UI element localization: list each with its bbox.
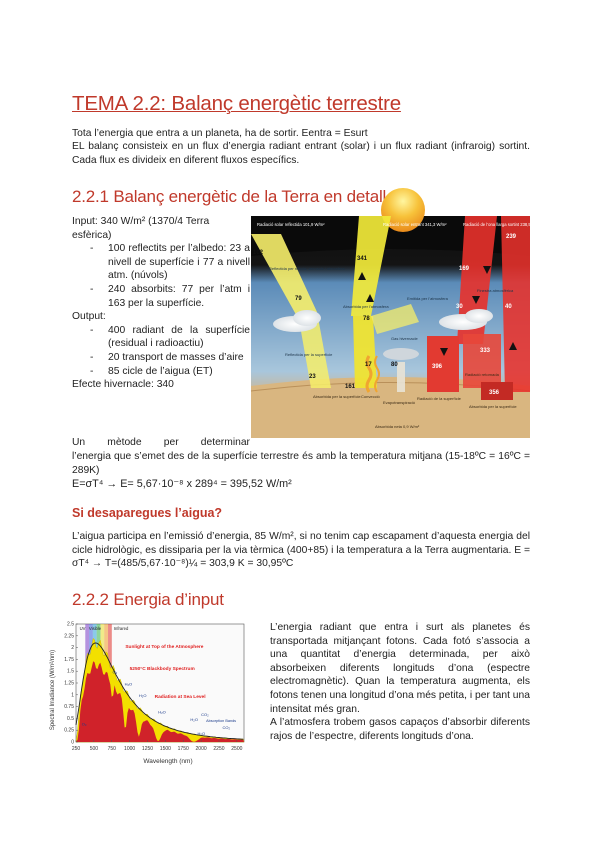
- absorption-bands-label: Absorption Bands: [206, 719, 237, 723]
- y-tick-label: 0.75: [64, 704, 74, 711]
- y-tick-label: 2.25: [64, 633, 74, 640]
- diagram-label: Absorbida neta 0,9 W/m²: [375, 424, 420, 429]
- output-item: - 85 cicle de l’aigua (ET): [72, 365, 250, 379]
- section-heading-balance: 2.2.1 Balanç energètic de la Terra en detall: [72, 187, 387, 206]
- sea-level-label: Radiation at Sea Level: [154, 695, 206, 700]
- y-tick-label: 1: [71, 692, 74, 699]
- water-paragraph: L’aigua participa en l’emissió d’energia, 85 W/m², si no tenim cap escapament d’aquesta energia del cicle hidrològic, es dissiparia per la via tèrmica (400+85) i la temperatura a la Terra augmentaria. E = σT⁴ → T=(485/5,67·10⁻⁸)¼ = 303,9 K = 30,95ºC: [72, 531, 530, 570]
- diagram-label: Reflectida per núvols, aerosols i atmosfera: [269, 266, 345, 271]
- spectrum-ylabel: Spectral Irradiance (W/m²/nm): [50, 649, 56, 731]
- molecule-label: H₂O: [190, 716, 198, 722]
- diagram-label: Absorbida per la superfície: [313, 394, 361, 399]
- y-tick-label: 1.5: [67, 668, 74, 675]
- input-output-list: [72, 215, 250, 392]
- diagram-value: 80: [391, 362, 398, 368]
- blackbody-label: 5250°C Blackbody Spectrum: [129, 667, 195, 672]
- y-tick-label: 2.5: [67, 621, 74, 628]
- diagram-value: 356: [489, 390, 500, 396]
- y-tick-label: 0.25: [64, 727, 74, 734]
- input-energy-text: [270, 621, 530, 743]
- diagram-value: 30: [456, 304, 463, 310]
- molecule-label: H₂O: [138, 693, 147, 699]
- molecule-label: O₂: [112, 669, 118, 675]
- input-paragraph-2: A l’atmosfera trobem gasos capaços d’absorbir diferents rajos de l’espectre, diferents longituds d’ona.: [270, 717, 530, 742]
- x-tick-label: 2000: [195, 746, 207, 752]
- page-title: TEMA 2.2: Balanç energètic terrestre: [72, 92, 401, 115]
- input-line: Input: 340 W/m² (1370/4 Terra esfèrica): [72, 216, 210, 241]
- diagram-value: 239: [506, 234, 517, 240]
- x-tick-label: 1000: [124, 746, 136, 752]
- diagram-label: Finestra atmosfèrica: [477, 288, 514, 293]
- diagram-label: Emitida per l’atmosfera: [407, 296, 448, 301]
- earth-energy-balance-diagram: [251, 216, 542, 438]
- intro-line-2: EL balanç consisteix en un flux d’energia radiant entrant (solar) i un flux radiant (infraroig) sortint. Cada flux es divideix en diferent fluxos específics.: [72, 141, 530, 166]
- section-heading-input: 2.2.2 Energia d’input: [72, 590, 224, 609]
- solar-spectrum-chart: [46, 620, 254, 766]
- diagram-value: 102: [253, 250, 264, 256]
- diagram-value: 40: [505, 304, 512, 310]
- input-paragraph-1: L’energia radiant que entra i surt als planetes és transportada mitjançant fotons. Cada fotó s’associa a una quantitat d’energia determinada, per això absorbeixen diferents longituds d’ona (espectre electromagnètic). Quan la temperatura augmenta, els fotons tenen una longitud d’ona més petita, i per tant una intensitat més gran.: [270, 622, 530, 715]
- x-tick-label: 250: [71, 746, 81, 752]
- y-tick-label: 1.25: [64, 680, 74, 687]
- x-tick-label: 1750: [177, 746, 189, 752]
- molecule-label: H₂O: [197, 730, 206, 736]
- y-tick-label: 1.75: [64, 656, 74, 663]
- y-tick-label: 0: [71, 739, 74, 746]
- molecule-label: H₂O: [158, 709, 166, 715]
- diagram-value: 396: [432, 364, 443, 370]
- spectrum-xlabel: Wavelength (nm): [143, 758, 193, 765]
- diagram-label: Convecció: [361, 394, 380, 399]
- diagram-value: 333: [480, 348, 491, 354]
- x-tick-label: 500: [89, 746, 99, 752]
- output-label: Output:: [72, 311, 106, 323]
- molecule-label: CO₂: [222, 724, 231, 730]
- visible-label: Visible: [88, 626, 102, 631]
- y-tick-label: 0.5: [67, 715, 74, 722]
- diagram-value: 78: [363, 316, 370, 322]
- input-item: - 100 reflectits per l’albedo: 23 a nivell de superfície i 77 a nivell atm. (núvols): [72, 242, 250, 283]
- input-item: - 240 absorbits: 77 per l’atm i 163 per la superfície.: [72, 283, 250, 310]
- output-item: - 400 radiant de la superfície (residual i radioactiu): [72, 324, 250, 351]
- diagram-label: Radiació solar reflectida 101,9 W/m²: [257, 222, 325, 227]
- uv-label: UV: [79, 626, 86, 631]
- diagram-label: Absorbida per l’atmosfera: [343, 304, 389, 309]
- x-tick-label: 750: [107, 746, 116, 752]
- diagram-label: Evapotranspiració: [383, 400, 416, 405]
- diagram-label: Radiació de la superfície: [417, 396, 461, 401]
- x-tick-label: 1250: [141, 746, 154, 752]
- molecule-label: CO₂: [201, 712, 209, 718]
- diagram-label: Gas hivernacle: [391, 336, 418, 341]
- method-line-a: Un mètode per determinar: [72, 437, 250, 448]
- method-line-b: l’energia que s’emet des de la superfície terrestre és amb la temperatura mitjana (15-18ºC = 16ºC = 289K): [72, 451, 530, 476]
- section-heading-water: Si desaparegues l’aigua?: [72, 506, 223, 520]
- spectrum-plot-area: [76, 624, 244, 742]
- top-atmosphere-label: Sunlight at Top of the Atmosphere: [125, 645, 204, 650]
- diagram-value: 341: [357, 256, 368, 262]
- y-tick-label: 2: [71, 645, 74, 652]
- diagram-value: 17: [365, 362, 372, 368]
- x-tick-label: 2500: [231, 746, 243, 752]
- diagram-label: Radiació solar entrant 341,3 W/m²: [383, 222, 447, 227]
- intro-line-1: Tota l’energia que entra a un planeta, ha de sortir. Eentra = Esurt: [72, 128, 368, 139]
- diagram-label: Radiació de l’ona llarga sortint 238,5 W/m²: [463, 222, 542, 227]
- molecule-label: H₂O: [124, 681, 133, 687]
- infrared-label: Infrared: [113, 626, 129, 631]
- output-item: - 20 transport de masses d’aire: [72, 351, 250, 365]
- diagram-label: Radiació retornada: [465, 372, 499, 377]
- diagram-label: Absorbida per la superfície: [469, 404, 517, 409]
- x-tick-label: 1500: [159, 746, 171, 752]
- diagram-value: 161: [345, 384, 356, 390]
- diagram-value: 79: [295, 296, 302, 302]
- stefan-formula: E=σT⁴ → E= 5,67·10⁻⁸ x 289⁴ = 395,52 W/m²: [72, 478, 292, 490]
- diagram-value: 169: [459, 266, 470, 272]
- diagram-label: Reflectida per la superfície: [285, 352, 333, 357]
- diagram-value: 23: [309, 374, 316, 380]
- molecule-label: O₃: [81, 721, 87, 727]
- greenhouse-effect-line: Efecte hivernacle: 340: [72, 379, 174, 391]
- x-tick-label: 2250: [213, 746, 225, 752]
